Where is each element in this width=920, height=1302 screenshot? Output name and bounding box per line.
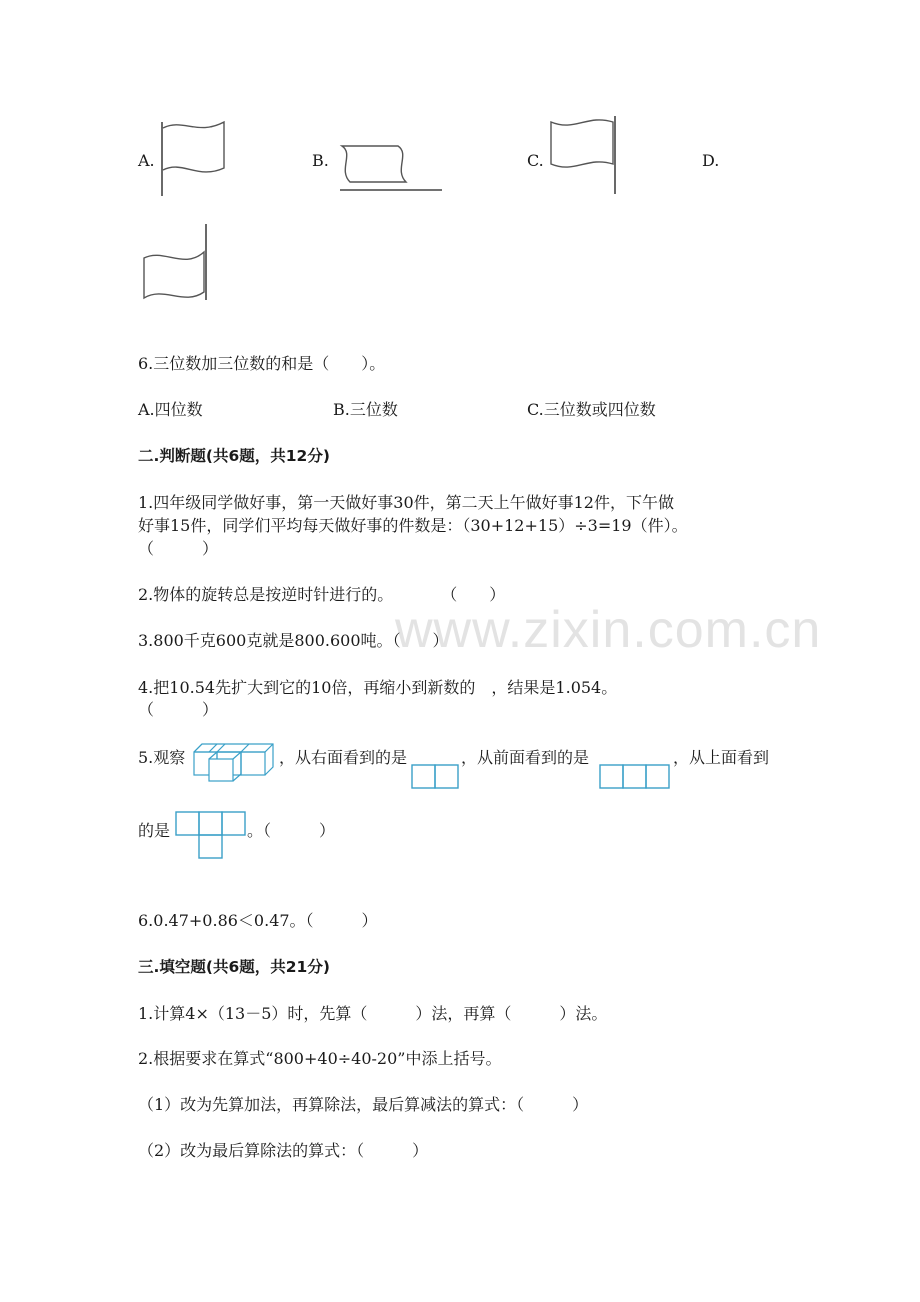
s3-question-2-part-2: （2）改为最后算除法的算式：（ ） [138,1141,429,1160]
s2-question-4-line-1: 4.把10.54先扩大到它的10倍，再缩小到新数的 ，结果是1.054。 [138,678,618,697]
s2-question-6: 6.0.47+0.86＜0.47。（ ） [138,911,378,930]
s2-question-4-line-2: （ ） [138,700,219,719]
s3-question-2: 2.根据要求在算式“800+40÷40-20”中添上括号。 [138,1049,502,1068]
watermark: www.zixin.com.cn [395,601,822,659]
flag-c-icon [545,114,625,198]
flag-a-icon [158,118,238,198]
s2-question-5-part-b: ，从右面看到的是 [279,748,408,767]
section-3-title: 三.填空题(共6题，共21分) [138,958,330,976]
top-view-figure [175,811,249,861]
option-a-label: A. [138,151,155,170]
s2-question-5-part-f: 。（ ） [247,821,336,840]
option-c-label: C. [527,151,544,170]
flag-d-icon [140,222,220,304]
option-b-label: B. [312,151,329,170]
question-6-option-c: C.三位数或四位数 [527,400,656,419]
s2-question-5-part-e: 的是 [138,821,171,840]
s2-question-5-part-c: ，从前面看到的是 [461,748,590,767]
front-view-figure [599,764,673,790]
s2-question-5-part-a: 5.观察 [138,748,186,767]
question-6-option-b: B.三位数 [333,400,398,419]
question-6-option-a: A.四位数 [138,400,203,419]
option-d-label: D. [702,151,720,170]
right-view-figure [411,764,461,790]
s3-question-1: 1.计算4×（13－5）时，先算（ ）法，再算（ ）法。 [138,1004,608,1023]
s3-question-2-part-1: （1）改为先算加法，再算除法，最后算减法的算式：（ ） [138,1095,589,1114]
s2-question-2: 2.物体的旋转总是按逆时针进行的。 （ ） [138,585,506,604]
cube-stack-figure [193,743,277,783]
s2-question-1-line-1: 1.四年级同学做好事，第一天做好事30件，第二天上午做好事12件，下午做 [138,493,674,512]
s2-question-1-line-3: （ ） [138,539,219,558]
s2-question-3: 3.800千克600克就是800.600吨。（ ） [138,631,449,650]
s2-question-5-part-d: ，从上面看到 [673,748,770,767]
s2-question-1-line-2: 好事15件，同学们平均每天做好事的件数是：（30+12+15）÷3=19（件）。 [138,516,688,535]
flag-b-icon [330,140,450,200]
section-2-title: 二.判断题(共6题，共12分) [138,447,330,465]
question-6-stem: 6.三位数加三位数的和是（ ）。 [138,354,386,373]
